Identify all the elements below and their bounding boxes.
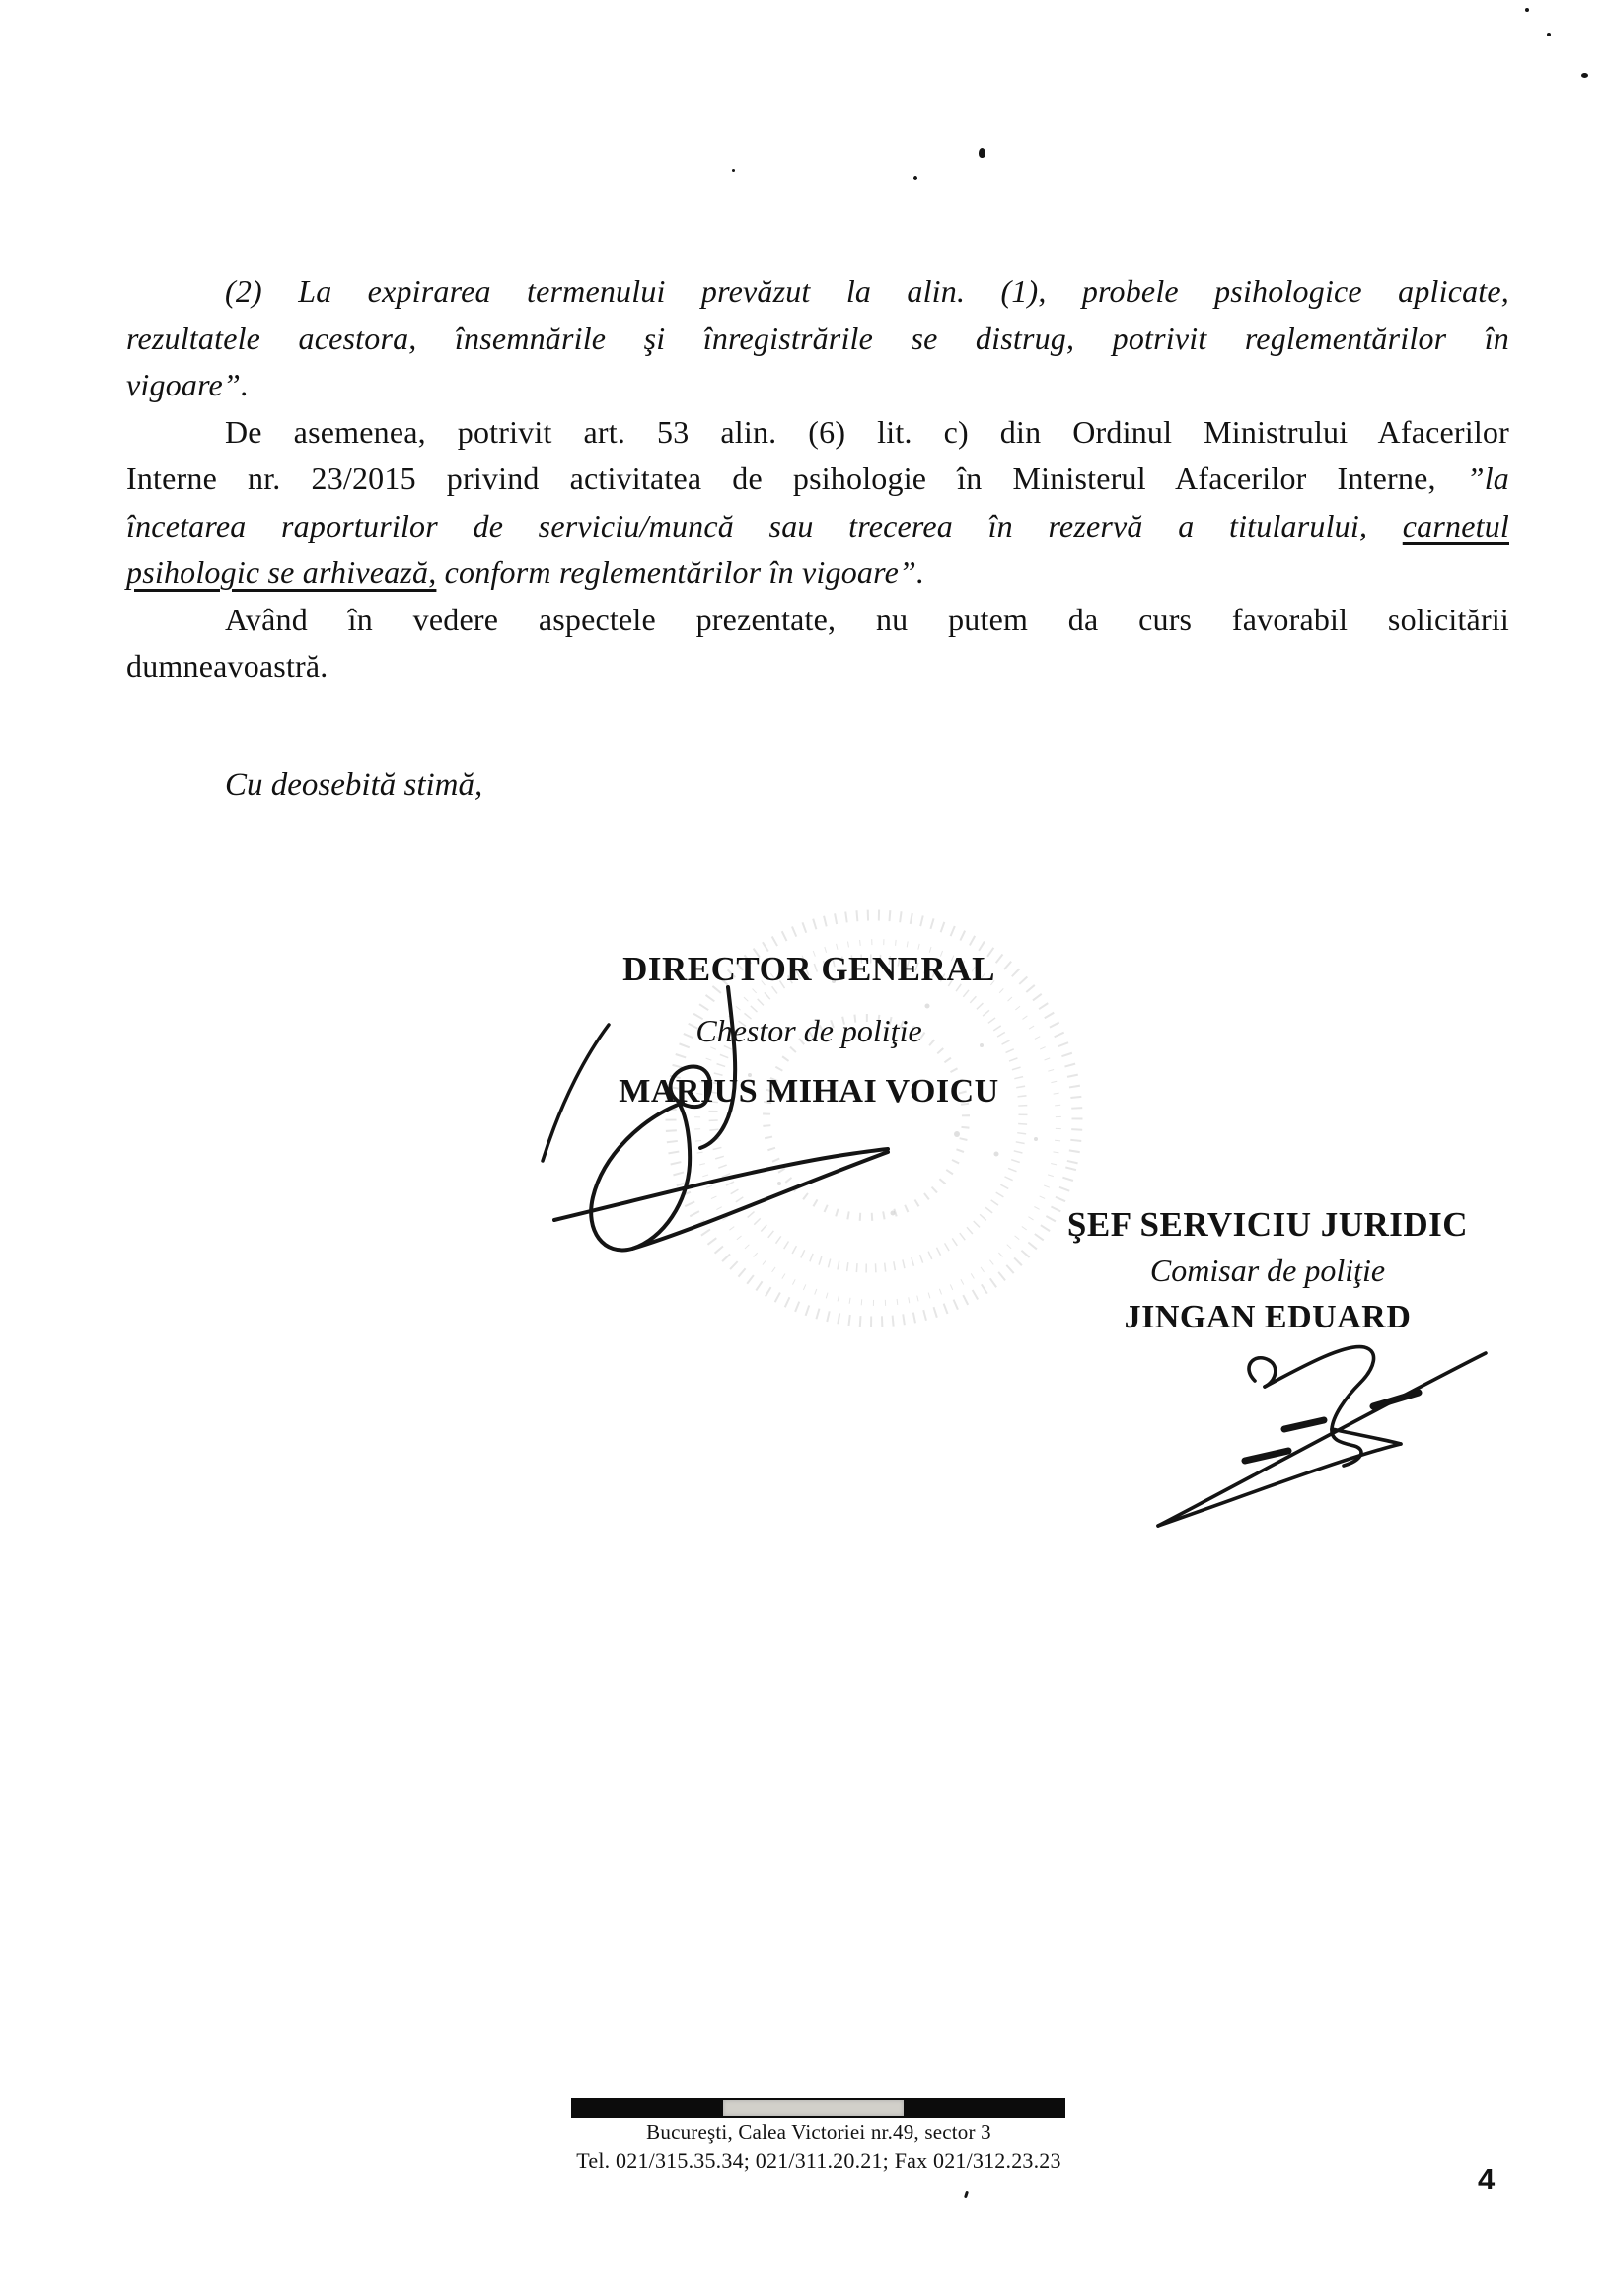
scan-speck — [1525, 8, 1529, 12]
letter-body — [126, 268, 1509, 690]
footer-divider-bar — [571, 2098, 1065, 2118]
body-text: conform reglementărilor în vigoare”. — [436, 554, 925, 590]
signature-jingan-eduard — [1134, 1331, 1529, 1534]
legal-chief-rank: Comisar de poliţie — [1149, 1253, 1386, 1288]
body-line — [126, 503, 1509, 550]
body-text: Interne nr. 23/2015 privind activitatea de psihologie în Ministerul Afacerilor Interne, — [126, 461, 1467, 496]
body-line — [126, 268, 1509, 316]
scan-speck — [913, 176, 917, 180]
body-text: Având în vedere aspectele prezentate, nu putem da curs favorabil solicitării — [225, 601, 1509, 637]
scan-speck — [979, 148, 986, 158]
scan-speck — [1581, 73, 1588, 78]
footer-address: Bucureşti, Calea Victoriei nr.49, sector 3 — [646, 2120, 991, 2144]
body-text: vigoare”. — [126, 367, 250, 402]
legal-chief-block — [1006, 1201, 1529, 1340]
scan-speck — [732, 169, 735, 172]
body-text: (2) La expirarea termenului prevăzut la alin. (1), probele psihologice aplicate, — [225, 273, 1509, 309]
body-text-underlined: psihologic se arhivează, — [126, 554, 437, 590]
body-line — [126, 316, 1509, 363]
body-line — [126, 597, 1509, 644]
closing-salutation: Cu deosebită stimă, — [225, 767, 483, 803]
body-text: rezultatele acestora, însemnările şi înregistrările se distrug, potrivit reglementărilor în — [126, 320, 1509, 356]
scan-speck — [964, 2191, 969, 2199]
body-line — [126, 643, 1509, 690]
page-number: 4 — [1478, 2162, 1496, 2196]
director-title: DIRECTOR GENERAL — [622, 950, 995, 988]
legal-chief-title: ŞEF SERVICIU JURIDIC — [1066, 1205, 1469, 1244]
legal-chief-name: JINGAN EDUARD — [1124, 1299, 1412, 1335]
body-line — [126, 362, 1509, 409]
director-rank: Chestor de poliţie — [695, 1013, 922, 1048]
footer-divider-gap — [723, 2100, 904, 2116]
body-line — [126, 456, 1509, 503]
body-text-underlined: carnetul — [1402, 507, 1509, 543]
body-line — [126, 549, 1509, 597]
signature-marius-voicu — [513, 971, 927, 1257]
body-text: încetarea raporturilor de serviciu/muncă sau trecerea în rezervă a titularului, — [126, 507, 1403, 543]
body-text: De asemenea, potrivit art. 53 alin. (6) lit. c) din Ordinul Ministrului Afacerilor — [225, 413, 1509, 450]
director-name: MARIUS MIHAI VOICU — [619, 1073, 999, 1110]
body-line — [126, 409, 1509, 457]
footer-phones: Tel. 021/315.35.34; 021/311.20.21; Fax 021/312.23.23 — [576, 2148, 1061, 2173]
body-text: dumneavoastră. — [126, 648, 328, 683]
body-text: ”la — [1466, 461, 1509, 496]
scan-speck — [1547, 33, 1551, 36]
